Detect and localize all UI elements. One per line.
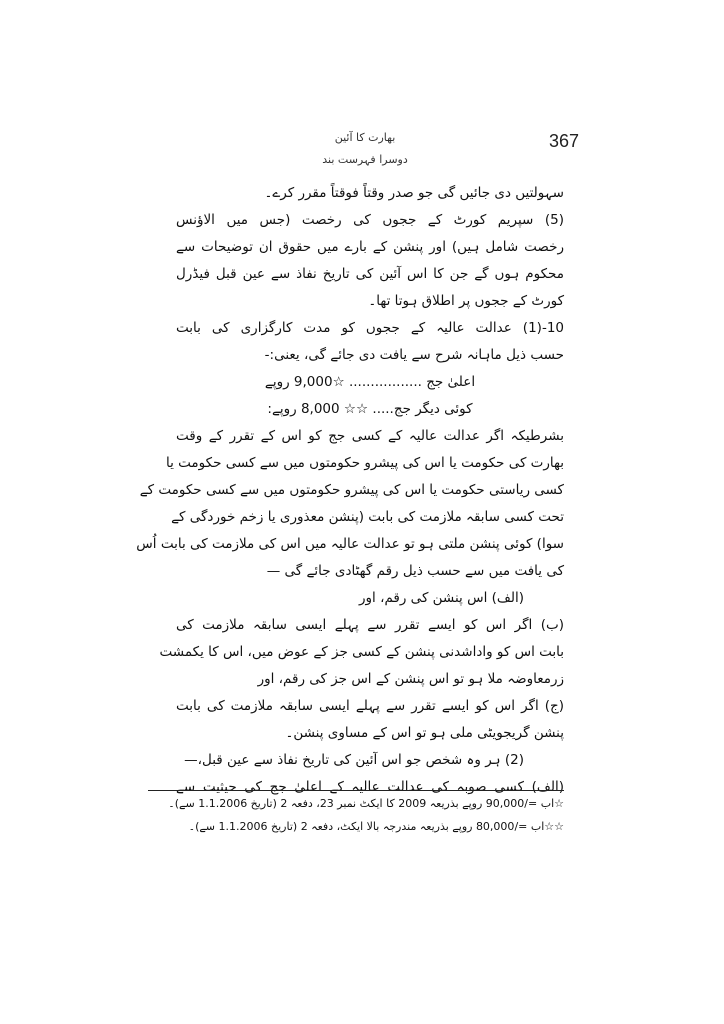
body-line: حسب ذیل ماہانہ شرح سے یافت دی جائے گی، یعنی:- (264, 347, 564, 363)
body-line: کی یافت میں سے حسب ذیل رقم گھٹادی جائے گی — (266, 563, 564, 579)
body-line: سہولتیں دی جائیں گی جو صدر وقتاً فوقتاً مقرر کرے۔ (264, 185, 564, 201)
body-line: (الف) کسی صوبہ کی عدالت عالیہ کے اعلیٰ جج کی حیثیت سے (176, 779, 564, 795)
body-line: بابت اس کو واداشدنی پنشن کے کسی جز کے عوض میں، اس کا یکمشت (159, 644, 564, 660)
body-line: کوئی دیگر جج..... ☆☆ 8,000 روپے: (267, 401, 473, 417)
body-line: پنشن گریجویٹی ملی ہو تو اس کے مساوی پنشن۔ (285, 725, 564, 741)
body-line: اعلیٰ جج ................. ☆9,000 روپے (264, 374, 476, 390)
body-line: 10-(1) عدالت عالیہ کے ججوں کو مدت کارگزاری کی بابت (176, 320, 564, 336)
body-line: (ب) اگر اس کو ایسے تقرر سے پہلے ایسی سابقہ ملازمت کی (176, 617, 564, 633)
footnote-2: ☆☆اب =/80,000 روپے بذریعہ مندرجہ بالا ایکٹ، دفعہ 2 (تاریخ 1.1.2006 سے)۔ (188, 820, 564, 833)
body-line: (الف) اس پنشن کی رقم، اور (359, 590, 524, 606)
body-line: کسی ریاستی حکومت یا اس کی پیشرو حکومتوں میں سے کسی حکومت کے (139, 482, 564, 498)
body-line: رخصت شامل ہیں) اور پنشن کے بارے میں حقوق ان توضیحات سے (176, 239, 564, 255)
body-line: (2) ہر وہ شخص جو اس آئین کی تاریخ نفاذ سے عین قبل،— (184, 752, 524, 768)
body-line: تحت کسی سابقہ ملازمت کی بابت (پنشن معذوری یا زخم خوردگی کے (171, 509, 564, 525)
running-subtitle: دوسرا فہرست بند (322, 153, 408, 166)
body-line: کورٹ کے ججوں پر اطلاق ہوتا تھا۔ (368, 293, 564, 309)
body-line: زرمعاوضہ ملا ہو تو اس پنشن کے اس جز کی رقم، اور (257, 671, 564, 687)
body-line: (ج) اگر اس کو ایسے تقرر سے پہلے ایسی سابقہ ملازمت کی بابت (176, 698, 564, 714)
body-line: بھارت کی حکومت یا اس کی پیشرو حکومتوں میں سے کسی حکومت یا (165, 455, 564, 471)
footnote-1: ☆اب =/90,000 روپے بذریعہ 2009 کا ایکٹ نمبر 23، دفعہ 2 (تاریخ 1.1.2006 سے)۔ (168, 797, 564, 810)
body-line: (5) سپریم کورٹ کے ججوں کی رخصت (جس میں الاؤنس (176, 212, 564, 228)
body-line: محکوم ہوں گے جن کا اس آئین کی تاریخ نفاذ سے عین قبل فیڈرل (176, 266, 564, 282)
body-line: سوا) کوئی پنشن ملتی ہو تو عدالت عالیہ میں اس کی ملازمت کی بابت اُس (136, 536, 564, 552)
running-title: بھارت کا آئین (334, 131, 396, 144)
footnote-rule (148, 790, 564, 791)
page-number: 367 (549, 131, 580, 151)
body-line: بشرطیکہ اگر عدالت عالیہ کے کسی جج کو اس کے تقرر کے وقت (176, 428, 564, 444)
